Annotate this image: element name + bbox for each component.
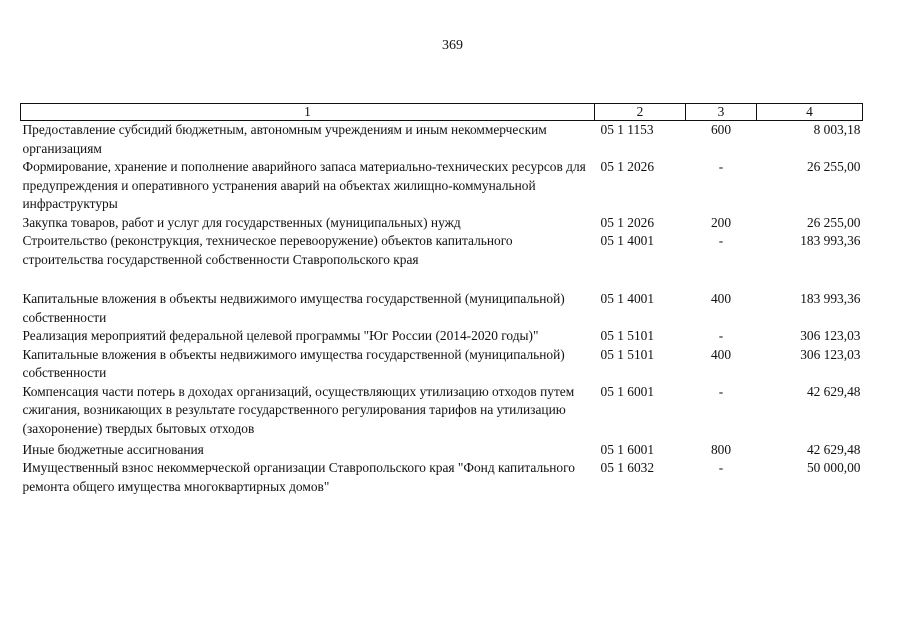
column-header-3: 3 xyxy=(686,104,757,121)
table-row xyxy=(21,383,863,441)
row-amount: 26 255,00 xyxy=(806,159,861,174)
row-code: 05 1 5101 xyxy=(600,346,655,362)
row-code: 05 1 2026 xyxy=(600,214,655,230)
table-row xyxy=(21,290,863,327)
row-amount: 42 629,48 xyxy=(806,383,861,399)
row-expense-type: 200 xyxy=(710,214,732,230)
row-code: 05 1 6001 xyxy=(600,383,655,399)
row-code: 05 1 4001 xyxy=(600,233,655,248)
row-amount: 306 123,03 xyxy=(800,346,861,362)
row-name: Реализация мероприятий федеральной целевой программы "Юг России (2014-2020 годы)" xyxy=(22,328,539,343)
table-row xyxy=(21,121,863,159)
row-amount: 183 993,36 xyxy=(800,233,861,248)
row-code: 05 1 6032 xyxy=(600,460,655,475)
row-name: Компенсация части потерь в доходах организаций, осуществляющих утилизацию отходов путем сжигания, возникающих в результате государственного регулирования тарифов на утилизацию (захоронение) твердых бытовых отходов xyxy=(22,383,575,436)
row-amount: 42 629,48 xyxy=(806,441,861,457)
row-name: Капитальные вложения в объекты недвижимого имущества государственной (муниципальной) собственности xyxy=(22,346,565,380)
column-header-4: 4 xyxy=(757,104,863,121)
row-expense-type: 400 xyxy=(710,291,732,306)
table-row xyxy=(21,346,863,383)
table-row xyxy=(21,232,863,290)
row-amount: 306 123,03 xyxy=(800,328,861,343)
row-amount: 183 993,36 xyxy=(800,291,861,306)
row-expense-type: - xyxy=(718,328,724,343)
row-expense-type: 800 xyxy=(710,441,732,457)
row-amount: 8 003,18 xyxy=(813,122,861,137)
row-code: 05 1 6001 xyxy=(600,441,655,457)
row-name: Иные бюджетные ассигнования xyxy=(22,441,204,457)
table-row xyxy=(21,214,863,233)
column-header-2: 2 xyxy=(595,104,686,121)
table-row xyxy=(21,441,863,460)
row-name: Строительство (реконструкция, техническое перевооружение) объектов капитального строительства государственной собственности Ставропольского края xyxy=(22,233,513,267)
table-row xyxy=(21,459,863,496)
row-code: 05 1 1153 xyxy=(600,122,654,137)
row-amount: 50 000,00 xyxy=(806,460,861,475)
column-header-1: 1 xyxy=(21,104,595,121)
row-code: 05 1 5101 xyxy=(600,328,655,343)
row-code: 05 1 4001 xyxy=(600,291,655,306)
row-name: Закупка товаров, работ и услуг для государственных (муниципальных) нужд xyxy=(22,214,461,230)
row-amount: 26 255,00 xyxy=(806,214,861,230)
row-expense-type: - xyxy=(718,460,724,475)
row-expense-type: - xyxy=(718,383,724,399)
row-name: Имущественный взнос некоммерческой организации Ставропольского края "Фонд капитального ремонта общего имущества многоквартирных домов" xyxy=(22,460,575,494)
table-row xyxy=(21,158,863,214)
row-expense-type: 400 xyxy=(710,346,732,362)
table-row xyxy=(21,327,863,346)
row-expense-type: 600 xyxy=(710,122,732,137)
budget-table xyxy=(20,103,863,496)
row-name: Формирование, хранение и пополнение аварийного запаса материально-технических ресурсов для предупреждения и оперативного устранения аварий на объектах жилищно-коммунальной инфраструктуры xyxy=(22,159,586,211)
row-name: Предоставление субсидий бюджетным, автономным учреждениям и иным некоммерческим организациям xyxy=(22,122,547,156)
row-name: Капитальные вложения в объекты недвижимого имущества государственной (муниципальной) собственности xyxy=(22,291,565,325)
row-expense-type: - xyxy=(718,159,724,174)
row-expense-type: - xyxy=(718,233,724,248)
row-code: 05 1 2026 xyxy=(600,159,655,174)
table-header-row xyxy=(21,104,863,121)
page-number: 369 xyxy=(442,38,463,53)
